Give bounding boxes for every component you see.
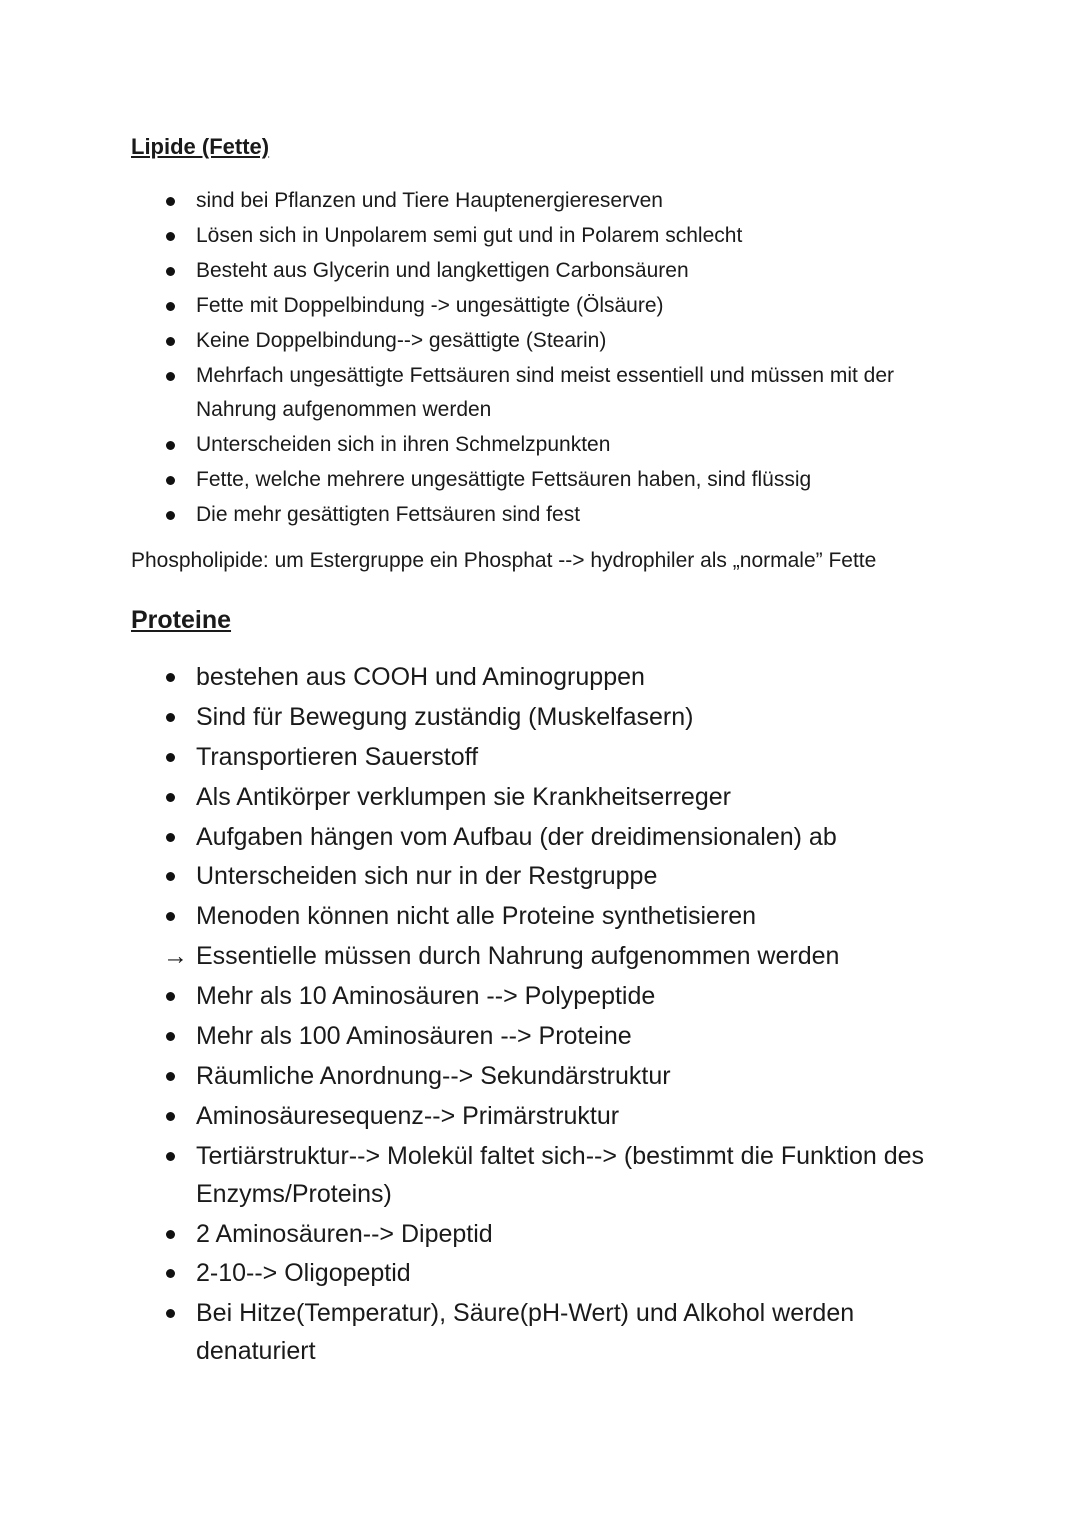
list-item: Mehr als 100 Aminosäuren --> Proteine — [131, 1017, 961, 1055]
bullet-icon — [166, 912, 175, 921]
phospholipide-paragraph: Phospholipide: um Estergruppe ein Phosphat --> hydrophiler als „normale” Fette — [131, 549, 877, 572]
list-item: Die mehr gesättigten Fettsäuren sind fest — [131, 498, 961, 532]
bullet-icon — [166, 476, 175, 485]
list-item: Bei Hitze(Temperatur), Säure(pH-Wert) und Alkohol werden denaturiert — [131, 1294, 961, 1370]
list-item: 2-10--> Oligopeptid — [131, 1254, 961, 1292]
list-item: Unterscheiden sich in ihren Schmelzpunkten — [131, 428, 961, 462]
bullet-icon — [166, 511, 175, 520]
list-item: Fette, welche mehrere ungesättigte Fettsäuren haben, sind flüssig — [131, 463, 961, 497]
bullet-icon — [166, 197, 175, 206]
list-item: Tertiärstruktur--> Molekül faltet sich--> (bestimmt die Funktion des Enzyms/Proteins) — [131, 1137, 961, 1213]
list-item: Unterscheiden sich nur in der Restgruppe — [131, 857, 961, 895]
list-item: Mehr als 10 Aminosäuren --> Polypeptide — [131, 977, 961, 1015]
bullet-icon — [166, 992, 175, 1001]
bullet-icon — [166, 1269, 175, 1278]
list-item: Räumliche Anordnung--> Sekundärstruktur — [131, 1057, 961, 1095]
document-page — [131, 130, 961, 1372]
list-item: Besteht aus Glycerin und langkettigen Carbonsäuren — [131, 254, 961, 288]
list-item: 2 Aminosäuren--> Dipeptid — [131, 1215, 961, 1253]
arrow-right-icon: → — [163, 942, 188, 971]
bullet-icon — [166, 872, 175, 881]
list-item: Aminosäuresequenz--> Primärstruktur — [131, 1097, 961, 1135]
bullet-icon — [166, 833, 175, 842]
bullet-icon — [166, 673, 175, 682]
bullet-icon — [166, 793, 175, 802]
list-item: Mehrfach ungesättigte Fettsäuren sind meist essentiell und müssen mit der Nahrung aufgenommen werden — [131, 359, 961, 427]
bullet-icon — [166, 441, 175, 450]
bullet-icon — [166, 1112, 175, 1121]
list-item: Aufgaben hängen vom Aufbau (der dreidimensionalen) ab — [131, 818, 961, 856]
heading-proteine: Proteine — [131, 606, 232, 634]
bullet-icon — [166, 302, 175, 311]
list-item: Keine Doppelbindung--> gesättigte (Stearin) — [131, 324, 961, 358]
list-item: bestehen aus COOH und Aminogruppen — [131, 658, 961, 696]
bullet-icon — [166, 753, 175, 762]
bullet-icon — [166, 1072, 175, 1081]
list-item: Lösen sich in Unpolarem semi gut und in Polarem schlecht — [131, 219, 961, 253]
bullet-icon — [166, 267, 175, 276]
bullet-icon — [166, 713, 175, 722]
bullet-icon — [166, 232, 175, 241]
list-item: Als Antikörper verklumpen sie Krankheitserreger — [131, 778, 961, 816]
lipide-list — [131, 184, 961, 532]
list-item: Menoden können nicht alle Proteine synthetisieren — [131, 897, 961, 935]
bullet-icon — [166, 1309, 175, 1318]
list-item: Transportieren Sauerstoff — [131, 738, 961, 776]
arrow-list-item: → Essentielle müssen durch Nahrung aufgenommen werden — [131, 937, 961, 975]
list-item: Sind für Bewegung zuständig (Muskelfasern) — [131, 698, 961, 736]
bullet-icon — [166, 337, 175, 346]
heading-lipide: Lipide (Fette) — [131, 134, 270, 159]
bullet-icon — [166, 1152, 175, 1161]
proteine-list — [131, 658, 961, 1370]
list-item: Fette mit Doppelbindung -> ungesättigte (Ölsäure) — [131, 289, 961, 323]
bullet-icon — [166, 1230, 175, 1239]
bullet-icon — [166, 1032, 175, 1041]
bullet-icon — [166, 372, 175, 381]
list-item: sind bei Pflanzen und Tiere Hauptenergiereserven — [131, 184, 961, 218]
